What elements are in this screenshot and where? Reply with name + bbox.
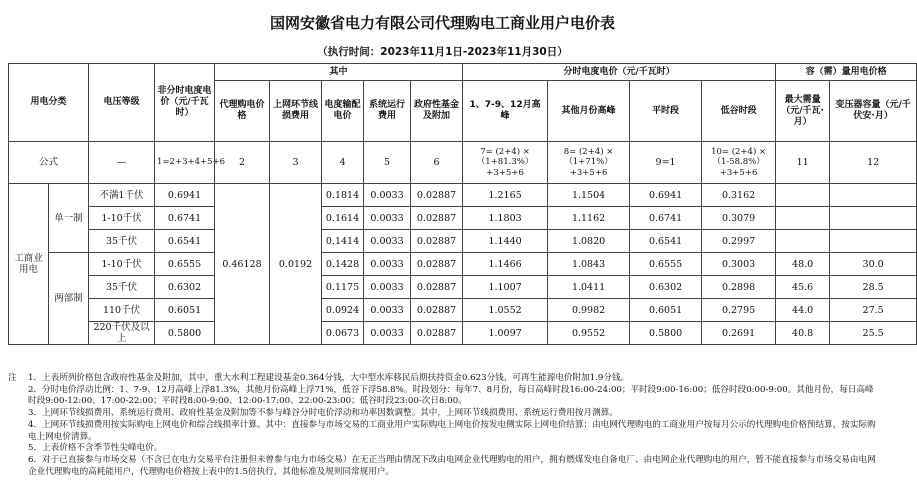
non-tou-cell: 0.6741	[155, 207, 215, 230]
peak-high-cell: 1.1440	[463, 230, 548, 253]
grid-loss-cell: 0.0192	[270, 184, 322, 345]
peak-high-cell: 1.1803	[463, 207, 548, 230]
header-among: 其中	[215, 64, 463, 81]
header-max-demand: 最大需量（元/千瓦·月）	[776, 81, 830, 142]
voltage-cell: 35千伏	[89, 276, 155, 299]
formula-c9: 9=1	[630, 142, 702, 184]
transmission-cell: 0.0673	[322, 322, 364, 345]
note-text: 5．上表价格不含季节性尖峰电价。	[28, 443, 163, 454]
header-voltage: 电压等级	[89, 64, 155, 142]
note-label: 注	[8, 373, 17, 383]
system-fee-cell: 0.0033	[364, 299, 411, 322]
valley-cell: 0.2898	[702, 276, 776, 299]
note-item	[8, 408, 880, 420]
transmission-cell: 0.1814	[322, 184, 364, 207]
peak-other-cell: 1.1162	[548, 207, 630, 230]
gov-fund-cell: 0.02887	[411, 299, 463, 322]
valley-cell: 0.3162	[702, 184, 776, 207]
max-demand-cell: 45.6	[776, 276, 830, 299]
max-demand-cell	[776, 207, 830, 230]
peak-other-cell: 1.0820	[548, 230, 630, 253]
document-title: 国网安徽省电力有限公司代理购电工商业用户电价表	[269, 14, 615, 32]
table-row	[9, 184, 917, 207]
transmission-cell: 0.0924	[322, 299, 364, 322]
peak-high-cell: 1.0097	[463, 322, 548, 345]
header-category: 用电分类	[9, 64, 89, 142]
flat-cell: 0.6051	[630, 299, 702, 322]
formula-dash: —	[89, 142, 155, 184]
formula-c6: 6	[411, 142, 463, 184]
flat-cell: 0.6741	[630, 207, 702, 230]
valley-cell: 0.2795	[702, 299, 776, 322]
voltage-cell: 110千伏	[89, 299, 155, 322]
voltage-cell: 不满1千伏	[89, 184, 155, 207]
transmission-cell: 0.1428	[322, 253, 364, 276]
header-flat: 平时段	[630, 81, 702, 142]
flat-cell: 0.6555	[630, 253, 702, 276]
header-peak-high: 1、7-9、12月高峰	[463, 81, 548, 142]
non-tou-cell: 0.5800	[155, 322, 215, 345]
formula-c5: 5	[364, 142, 411, 184]
valley-cell: 0.3003	[702, 253, 776, 276]
notes-section	[8, 373, 880, 478]
formula-c3: 3	[270, 142, 322, 184]
peak-other-cell: 0.9982	[548, 299, 630, 322]
max-demand-cell: 44.0	[776, 299, 830, 322]
header-gov-fund: 政府性基金及附加	[411, 81, 463, 142]
transformer-cell	[830, 207, 917, 230]
tariff-table	[8, 63, 917, 345]
flat-cell: 0.5800	[630, 322, 702, 345]
gov-fund-cell: 0.02887	[411, 230, 463, 253]
transformer-cell	[830, 184, 917, 207]
system-fee-cell: 0.0033	[364, 276, 411, 299]
system-fee-cell: 0.0033	[364, 207, 411, 230]
formula-row	[9, 142, 917, 184]
peak-other-cell: 1.0843	[548, 253, 630, 276]
table-row	[9, 207, 917, 230]
peak-high-cell: 1.2165	[463, 184, 548, 207]
formula-c2: 2	[215, 142, 270, 184]
voltage-cell: 220千伏及以上	[89, 322, 155, 345]
non-tou-cell: 0.6941	[155, 184, 215, 207]
peak-other-cell: 0.9552	[548, 322, 630, 345]
non-tou-cell: 0.6302	[155, 276, 215, 299]
document-subtitle: （执行时间：2023年11月1日-2023年11月30日）	[317, 46, 568, 58]
voltage-cell: 35千伏	[89, 230, 155, 253]
voltage-cell: 1-10千伏	[89, 253, 155, 276]
main-category: 工商业用电	[9, 184, 49, 345]
formula-c12: 12	[830, 142, 917, 184]
note-item	[8, 373, 880, 385]
non-tou-cell: 0.6555	[155, 253, 215, 276]
valley-cell: 0.2691	[702, 322, 776, 345]
header-tou: 分时电度电价（元/千瓦时）	[463, 64, 776, 81]
gov-fund-cell: 0.02887	[411, 253, 463, 276]
formula-c7: 7= (2+4) ×（1+81.3%）+3+5+6	[463, 142, 548, 184]
transmission-cell: 0.1614	[322, 207, 364, 230]
gov-fund-cell: 0.02887	[411, 322, 463, 345]
system-fee-cell: 0.0033	[364, 184, 411, 207]
formula-c4: 4	[322, 142, 364, 184]
agency-price-cell: 0.46128	[215, 184, 270, 345]
note-item	[8, 443, 880, 455]
table-row	[9, 253, 917, 276]
header-non-tou: 非分时电度电价（元/千瓦时）	[155, 64, 215, 142]
note-text: 4．上网环节线损费用按实际购电上网电价和综合线损率计算。其中：直接参与市场交易的工商业用户实际购电上网电价按发电侧实际上网电价结算；由电网代理购电的工商业用户按每月公示的代理购电价格预结算，按实际购电上网电价清算。	[28, 419, 876, 442]
gov-fund-cell: 0.02887	[411, 276, 463, 299]
transmission-cell: 0.1414	[322, 230, 364, 253]
table-row	[9, 299, 917, 322]
system-fee-cell: 0.0033	[364, 253, 411, 276]
note-text: 1．上表所列价格包含政府性基金及附加，其中，重大水利工程建设基金0.364分钱，大中型水库移民后期扶持资金0.623分钱，可再生能源电价附加1.9分钱。	[28, 373, 630, 383]
peak-high-cell: 1.1007	[463, 276, 548, 299]
transformer-cell: 30.0	[830, 253, 917, 276]
peak-high-cell: 1.0552	[463, 299, 548, 322]
single-system-label: 单一制	[49, 184, 89, 253]
system-fee-cell: 0.0033	[364, 230, 411, 253]
header-transformer: 变压器容量（元/千伏安·月）	[830, 81, 917, 142]
non-tou-cell: 0.6541	[155, 230, 215, 253]
max-demand-cell	[776, 184, 830, 207]
note-item	[8, 455, 880, 478]
flat-cell: 0.6541	[630, 230, 702, 253]
note-text: 3．上网环节线损费用、系统运行费用、政府性基金及附加等不参与峰谷分时电价浮动和功率因数调整。其中，上网环节线损费用、系统运行费用按月测算。	[28, 408, 618, 419]
peak-other-cell: 1.1504	[548, 184, 630, 207]
transformer-cell: 27.5	[830, 299, 917, 322]
formula-c8: 8= (2+4) ×（1+71%）+3+5+6	[548, 142, 630, 184]
transformer-cell	[830, 230, 917, 253]
formula-label: 公式	[9, 142, 89, 184]
flat-cell: 0.6302	[630, 276, 702, 299]
header-system-fee: 系统运行费用	[364, 81, 411, 142]
voltage-cell: 1-10千伏	[89, 207, 155, 230]
peak-other-cell: 1.0411	[548, 276, 630, 299]
header-capacity: 容（需）量用电价格	[776, 64, 917, 81]
two-part-system-label: 两部制	[49, 253, 89, 345]
header-peak-other: 其他月份高峰	[548, 81, 630, 142]
note-item	[8, 385, 880, 408]
transformer-cell: 28.5	[830, 276, 917, 299]
gov-fund-cell: 0.02887	[411, 207, 463, 230]
max-demand-cell	[776, 230, 830, 253]
gov-fund-cell: 0.02887	[411, 184, 463, 207]
flat-cell: 0.6941	[630, 184, 702, 207]
header-transmission: 电度输配电价	[322, 81, 364, 142]
table-row	[9, 276, 917, 299]
system-fee-cell: 0.0033	[364, 322, 411, 345]
formula-c10: 10= (2+4) ×（1-58.8%）+3+5+6	[702, 142, 776, 184]
header-agency-price: 代理购电价格	[215, 81, 270, 142]
peak-high-cell: 1.1466	[463, 253, 548, 276]
max-demand-cell: 40.8	[776, 322, 830, 345]
header-valley: 低谷时段	[702, 81, 776, 142]
header-grid-loss: 上网环节线损费用	[270, 81, 322, 142]
transmission-cell: 0.1175	[322, 276, 364, 299]
table-row	[9, 230, 917, 253]
max-demand-cell: 48.0	[776, 253, 830, 276]
formula-c11: 11	[776, 142, 830, 184]
transformer-cell: 25.5	[830, 322, 917, 345]
valley-cell: 0.2997	[702, 230, 776, 253]
formula-non-tou: 1=2+3+4+5+6	[155, 142, 215, 184]
non-tou-cell: 0.6051	[155, 299, 215, 322]
note-item	[8, 420, 880, 443]
note-text: 2．分时电价浮动比例：1、7-9、12月高峰上浮81.3%，其他月份高峰上浮71%，低谷下浮58.8%。时段划分：每年7、8月份，每日高峰时段16:00-24:00；平时段9:00-16:00；低谷时段0:00-9:00。其他月份，每日高峰时段9:00-12:00、17:00-22:00；平时段8:00-9:00、12:00-17:00、22:00-23:00；低谷时段23:00-次日8:00。	[28, 384, 874, 407]
valley-cell: 0.3079	[702, 207, 776, 230]
table-row	[9, 322, 917, 345]
note-text: 6．对于已直接参与市场交易（不含已在电力交易平台注册但未曾参与电力市场交易）在无正当理由情况下改由电网企业代理购电的用户，拥有燃煤发电自备电厂、由电网企业代理购电的用户，暂不能直接参与市场交易由电网企业代理购电的高耗能用户，代理购电价格按上表中的1.5倍执行，其他标准及规则同常规用户。	[28, 454, 876, 477]
